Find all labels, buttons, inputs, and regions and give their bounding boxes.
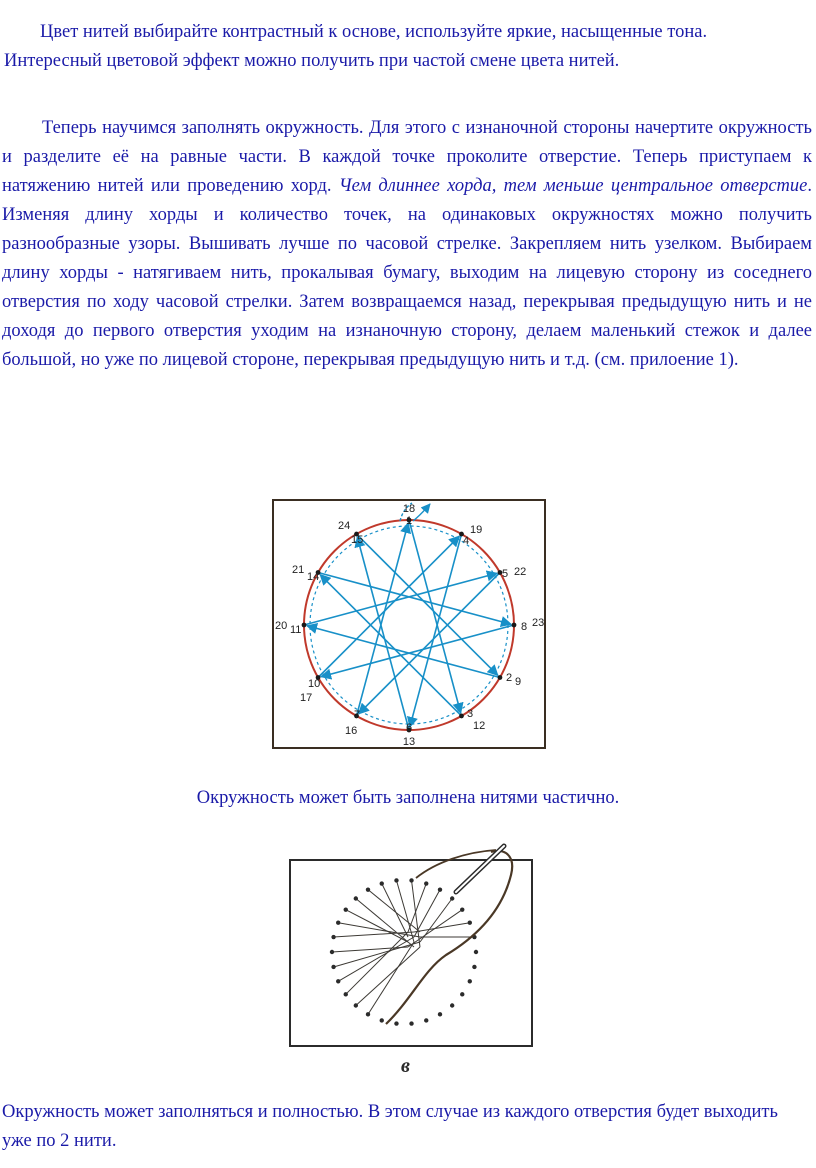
- instructions-italic: Чем длиннее хорда, тем меньше центральное отверстие: [338, 176, 808, 196]
- stitch-hole: [460, 907, 464, 911]
- label-21: 21: [292, 564, 305, 576]
- stitch-hole: [336, 921, 340, 925]
- stitch-hole: [450, 896, 454, 900]
- label-13: 13: [402, 736, 416, 748]
- circle-chord-diagram: [272, 499, 546, 749]
- stitch-thread: [382, 884, 408, 937]
- stitch-hole: [354, 896, 358, 900]
- label-16: 16: [345, 725, 358, 737]
- stitch-hole: [344, 907, 348, 911]
- stitch-hole: [331, 965, 335, 969]
- label-19: 19: [470, 524, 483, 536]
- label-15: 15: [351, 534, 364, 546]
- stitch-hole: [424, 881, 428, 885]
- label-6: 6: [405, 722, 413, 734]
- stitch-hole: [468, 921, 472, 925]
- label-23: 23: [532, 617, 545, 629]
- stitch-hole: [460, 992, 464, 996]
- intro-paragraph: [0, 18, 812, 76]
- hole-point: [302, 623, 307, 628]
- figure-letter: в: [401, 1055, 410, 1077]
- hole-point: [498, 675, 503, 680]
- stitch-hole: [450, 1003, 454, 1007]
- stitch-hole: [409, 1021, 413, 1025]
- stitch-thread: [368, 942, 414, 1014]
- hole-point: [512, 623, 517, 628]
- label-22: 22: [514, 566, 527, 578]
- diagram-frame: [273, 500, 545, 748]
- stitch-hole: [366, 1012, 370, 1016]
- instructions-part-2: . Изменяя длину хорды и количество точек, на одинаковых окружностях можно получить разнообразные узоры. Вышивать лучше по часовой стрелке. Закрепляем нить узелком. Выбираем длину хорды - натягиваем нить, прокалывая бумагу, выходим на лицевую сторону из соседнего отверстия по ходу часовой стрелки. Затем возвращаемся назад, перекрывая предыдущую нить и не доходя до первого отверстия уходим на изнаночную сторону, делаем маленький стежок и далее большой, но уже по лицевой стороне, перекрывая предыдущую нить и т.д. (см. прилоение 1).: [2, 176, 813, 370]
- stitch-hole: [438, 887, 442, 891]
- sewing-illustration: [286, 840, 542, 1080]
- stitch-hole: [366, 887, 370, 891]
- stitch-hole: [336, 979, 340, 983]
- label-24: 24: [338, 520, 351, 532]
- stitch-hole: [474, 950, 478, 954]
- stitch-hole: [331, 935, 335, 939]
- label-11: 11: [290, 624, 302, 636]
- stitch-hole: [394, 878, 398, 882]
- intro-line-1: Цвет нитей выбирайте контрастный к основе, используйте яркие, насыщенные тона.: [40, 22, 708, 42]
- intro-line-2: Интересный цветовой эффект можно получить при частой смене цвета нитей.: [4, 51, 620, 71]
- figure-caption-partial: Окружность может быть заполнена нитями частично.: [196, 788, 620, 808]
- stitch-hole: [438, 1012, 442, 1016]
- stitch-hole: [380, 881, 384, 885]
- stitch-hole: [380, 1018, 384, 1022]
- instructions-paragraph: [2, 114, 812, 375]
- label-8: 8: [521, 621, 528, 633]
- stitch-thread: [356, 898, 414, 947]
- stitch-thread: [334, 932, 414, 937]
- label-3: 3: [467, 708, 474, 720]
- label-18: 18: [402, 503, 416, 515]
- label-5: 5: [502, 568, 509, 580]
- label-9: 9: [515, 676, 522, 688]
- stitch-hole: [409, 878, 413, 882]
- stitch-hole: [344, 992, 348, 996]
- card-frame: [290, 860, 532, 1046]
- stitch-hole: [394, 1021, 398, 1025]
- stitch-hole: [330, 950, 334, 954]
- needle-highlight: [456, 846, 504, 892]
- label-2: 2: [506, 672, 513, 684]
- stitch-hole: [468, 979, 472, 983]
- stitch-thread: [332, 947, 408, 952]
- closing-paragraph: Окружность может заполняться и полностью. В этом случае из каждого отверстия будет выходить уже по 2 нити.: [2, 1102, 778, 1151]
- label-14: 14: [307, 571, 320, 583]
- label-10: 10: [308, 678, 321, 690]
- hole-point: [459, 714, 464, 719]
- stitch-hole: [472, 965, 476, 969]
- label-17: 17: [300, 692, 313, 704]
- label-1: 1: [405, 515, 413, 527]
- stitch-hole: [424, 1018, 428, 1022]
- stitch-thread: [338, 923, 420, 937]
- label-12: 12: [473, 720, 486, 732]
- label-7: 7: [354, 709, 361, 721]
- label-4: 4: [463, 535, 470, 547]
- stitch-hole: [354, 1003, 358, 1007]
- label-20: 20: [275, 620, 288, 632]
- stitch-thread: [346, 932, 408, 994]
- instructions-part-1: Теперь научимся заполнять окружность. Для этого с изнаночной стороны начертите окружность и разделите её на равные части. В каждой точке проколите отверстие. Теперь приступаем к натяжению нитей или проведению хорд.: [2, 118, 812, 196]
